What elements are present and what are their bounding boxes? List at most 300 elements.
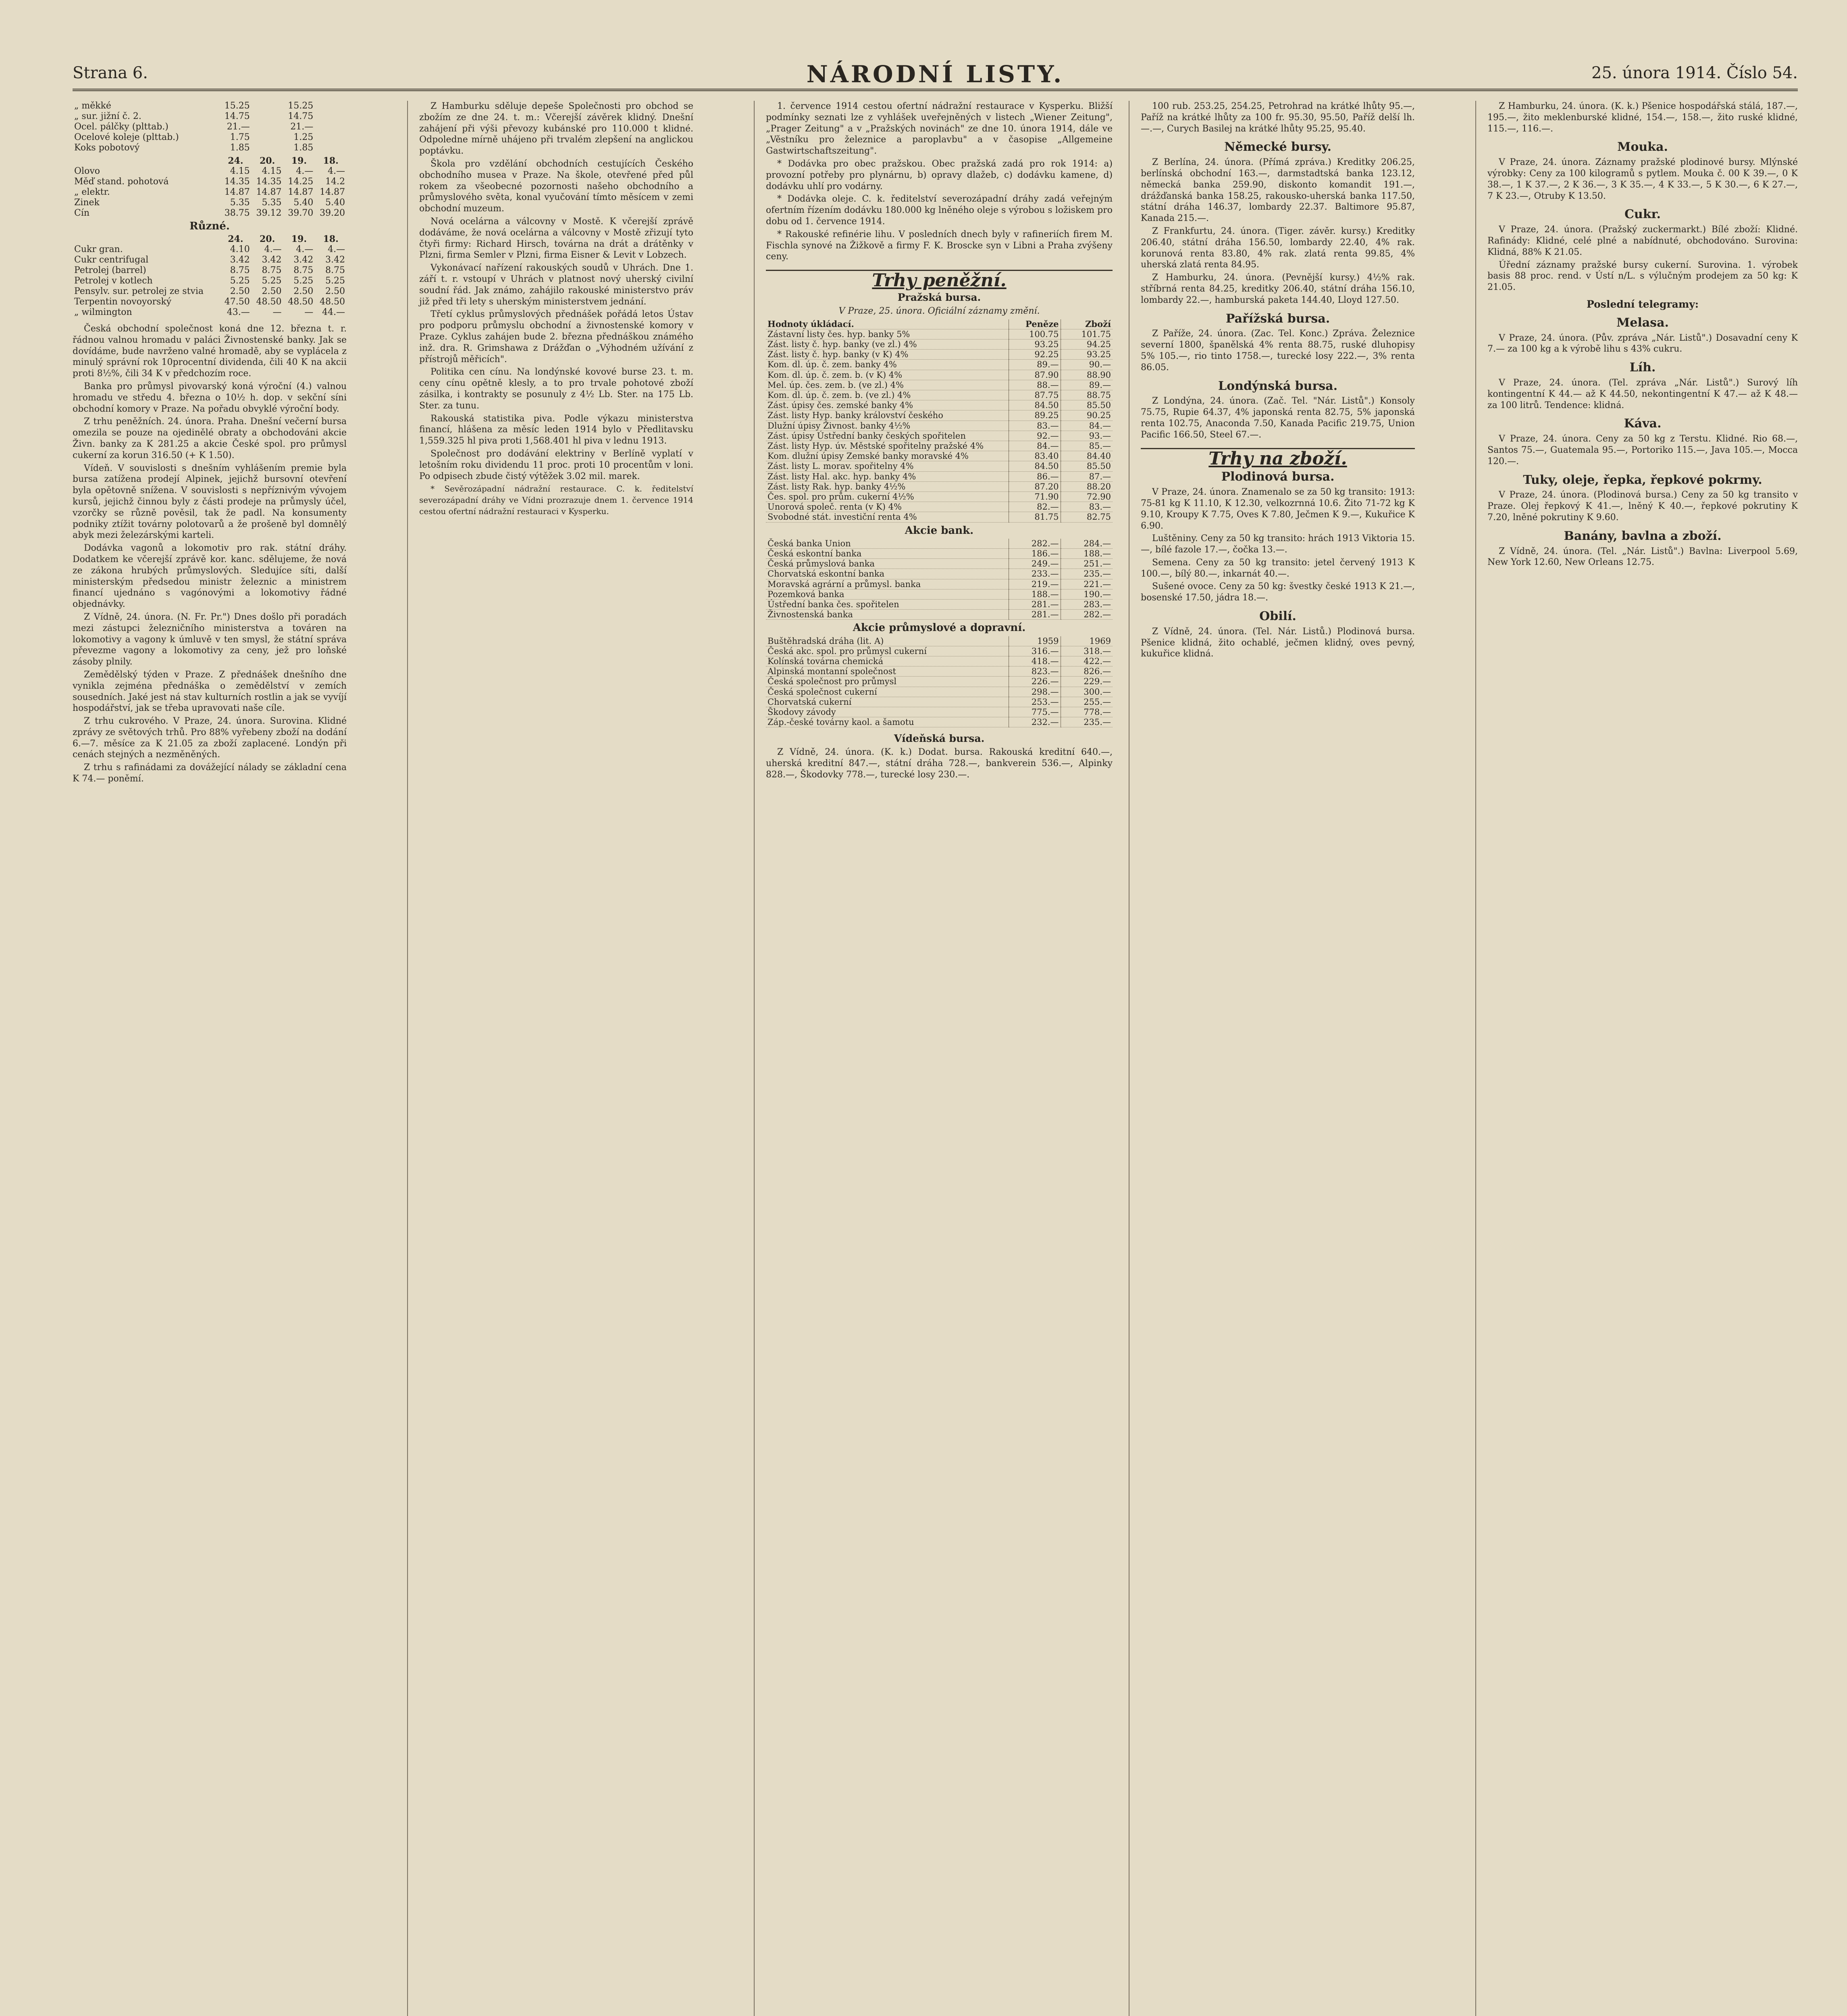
bond-cell: 84.— [1009, 441, 1061, 451]
bond-cell: Česká společnost pro průmysl [766, 677, 1009, 687]
bond-cell: 235.— [1061, 717, 1113, 727]
bond-cell: 83.— [1061, 502, 1113, 512]
dried-fruit-report: Sušené ovoce. Ceny za 50 kg: švestky české 1913 K 21.—, bosenské 17.50, jádra 18.—. [1141, 581, 1415, 603]
metal-row [73, 166, 347, 177]
metal-cell: 18. [323, 234, 339, 244]
seeds-report: Semena. Ceny za 50 kg transito: jetel červený 1913 K 100.—, bílý 80.—, inkarnát 40.—. [1141, 557, 1415, 579]
bond-row [766, 502, 1113, 512]
metal-cell: 20. [259, 234, 275, 244]
molasses-report: V Praze, 24. února. (Pův. zpráva „Nár. Listů".) Dosavadní ceny K 7.— za 100 kg a k výrobě lihu s 43% cukru. [1487, 333, 1798, 354]
bond-cell: 219.— [1009, 579, 1061, 589]
metal-row [73, 101, 347, 111]
metal-cell: Ocelové koleje (plttab.) [74, 132, 179, 142]
metal-row [73, 307, 347, 318]
bond-cell: 232.— [1009, 717, 1061, 727]
article-paragraph: Dodávka vagonů a lokomotiv pro rak. státní dráhy. Dodatkem ke včerejší zprávě kor. kanc. sdělujeme, že nová ze zákona hrubých průmyslových. Sledujíce síti, další ministerským předsedou ministr železnic a ministrem financí ujednáno s vagónovými a lokomotivy řádné objednávky. [73, 543, 347, 610]
bond-cell: 281.— [1009, 600, 1061, 610]
fats-title: Tuky, oleje, řepka, řepkové pokrmy. [1523, 473, 1762, 487]
metal-cell: 15.25 [224, 101, 250, 111]
raw-sugar-report: Úřední záznamy pražské bursy cukerní. Surovina. 1. výrobek basis 88 proc. rend. v Ústí n/L. s výlučným prodejem za 50 kg: K 21.05. [1487, 260, 1798, 293]
metal-cell: 14.2 [325, 177, 345, 187]
metal-cell [315, 122, 347, 132]
bond-cell: 418.— [1009, 656, 1061, 666]
bond-row [766, 717, 1113, 727]
bond-row [766, 539, 1113, 549]
bond-cell: 92.— [1009, 431, 1061, 441]
bond-cell: 318.— [1061, 646, 1113, 656]
legumes-report: Luštěniny. Ceny za 50 kg transito: hrách 1913 Viktoria 15.—, bílé fazole 17.—, čočka 13.—. [1141, 533, 1415, 555]
bond-cell: Ústřední banka čes. spořitelen [766, 600, 1009, 610]
metal-cell [73, 231, 220, 244]
paris-bourse-title: Pařížská bursa. [1225, 311, 1330, 326]
metal-cell: 1.75 [230, 132, 250, 142]
bond-cell: 300.— [1061, 687, 1113, 697]
bond-cell: Chorvatská eskontní banka [766, 569, 1009, 579]
bond-cell: 190.— [1061, 589, 1113, 599]
article-paragraph: Škola pro vzdělání obchodních cestujících Českého obchodního musea v Praze. Na škole, otevřené před půl rokem za všeobecné pozornosti našeho obchodního a průmyslového světa, konal vyučování tímto měsícem v zemi obchodní muzeum. [419, 158, 693, 214]
article-paragraph: Rakouská statistika piva. Podle výkazu ministerstva financí, hlášena za měsíc leden 1914 bylo v Předlitavsku 1,559.325 hl piva proti 1,568.401 hl piva v lednu 1913. [419, 413, 693, 446]
bond-cell: 235.— [1061, 569, 1113, 579]
metal-cell: 5.25 [325, 276, 345, 286]
london-report: Z Londýna, 24. února. (Zač. Tel. "Nár. Listů".) Konsoly 75.75, Rupie 64.37, 4% japonská renta 82.75, 5% japonská renta 102.75, Anaconda 7.50, Kanada Pacific 219.75, Union Pacific 166.50, Steel 67.—. [1141, 396, 1415, 440]
metal-cell: 14.35 [256, 177, 282, 187]
bond-cell: Zást. listy Hal. akc. hyp. banky 4% [766, 471, 1009, 481]
bond-cell: 93.25 [1009, 339, 1061, 349]
berlin-report: Z Berlína, 24. února. (Přímá zpráva.) Kreditky 206.25, berlínská obchodní 163.—, darmstadtská banka 123.12, německá banka 259.90, diskonto komandit 191.—, drážďanská banka 158.25, rakousko-uherská banka 117.50, státní dráha 146.37, lombardy 22.37. Baltimore 95.87, Kanada 215.—. [1141, 157, 1415, 224]
produce-bourse-title: Plodinová bursa. [1221, 470, 1335, 484]
article-paragraph: Politika cen cínu. Na londýnské kovové burse 23. t. m. ceny cínu opětně klesly, a to pro trvale pohotové zboží zásilka, i kontrakty se posunuly z 4½ Lb. Ster. na 175 Lb. Ster. za tunu. [419, 367, 693, 411]
bond-cell: 1959 [1009, 636, 1061, 646]
bond-cell: 88.75 [1061, 390, 1113, 400]
bond-cell: Kom. dl. úp. č. zem. banky 4% [766, 360, 1009, 370]
fats-report: V Praze, 24. února. (Plodinová bursa.) Ceny za 50 kg transito v Praze. Olej řepkový K 41.—, lněný K 40.—, řepkové pokrutiny K 7.20, lněné pokrutiny K 9.60. [1487, 490, 1798, 523]
article-paragraph: Vykonávací nařízení rakouských soudů v Uhrách. Dne 1. září t. r. vstoupí v Uhrách v platnost nový uherský civilní soudní řád. Jak známo, zahájilo rakouské ministerstvo práv již před tři lety s uherským ministerstvem jednání. [419, 263, 693, 307]
frankfurt-report: Z Frankfurtu, 24. února. (Tiger. závěr. kursy.) Kreditky 206.40, státní dráha 156.50, lombardy 22.40, 4% rak. korunová renta 83.80, 4% rak. zlatá renta 99.85, 4% uherská zlatá renta 84.95. [1141, 226, 1415, 270]
metal-cell: 4.— [328, 244, 345, 254]
bond-cell: 89.— [1009, 360, 1061, 370]
bond-cell: 87.90 [1009, 370, 1061, 380]
metal-row [73, 286, 347, 297]
bond-cell: Kom. dlužní úpisy Zemské banky moravské 4% [766, 451, 1009, 461]
article-paragraph: Z trhu s rafinádami za dovážející nálady se základní cena K 74.— poněmí. [73, 762, 347, 784]
bond-row [766, 589, 1113, 599]
bond-row [766, 707, 1113, 717]
bond-cell: 89.25 [1009, 410, 1061, 421]
article-paragraph: Z trhu cukrového. V Praze, 24. února. Surovina. Klidné zprávy ze světových trhů. Pro 88% vyřebeny zboží na dodání 6.—7. měsíce za K 21.05 za zboží zaplacené. Londýn při cenách stejných a nezměněných. [73, 716, 347, 760]
metal-row [73, 255, 347, 265]
metal-cell: Cukr gran. [74, 244, 123, 254]
bond-cell: Zást. listy Hyp. banky království českého [766, 410, 1009, 421]
german-bourses-title: Německé bursy. [1224, 140, 1331, 154]
coffee-title: Káva. [1624, 417, 1662, 431]
metal-cell: Koks pobotový [74, 143, 140, 153]
metal-cell: 21.— [290, 122, 314, 132]
bond-cell: 86.— [1009, 471, 1061, 481]
bond-cell: 298.— [1009, 687, 1061, 697]
metal-cell: 44.— [322, 307, 345, 317]
metal-cell: 4.— [296, 166, 314, 176]
metal-cell: 14.87 [288, 187, 314, 197]
bond-section-title: Akcie bank. [905, 524, 974, 537]
bond-cell: 84.50 [1009, 461, 1061, 471]
metal-row [73, 231, 347, 244]
bond-row [766, 569, 1113, 579]
metal-cell: 14.87 [256, 187, 282, 197]
metal-row [73, 122, 347, 132]
metal-cell: 14.87 [224, 187, 250, 197]
bond-cell: 82.75 [1061, 512, 1113, 522]
bond-cell: 221.— [1061, 579, 1113, 589]
bond-cell: 281.— [1009, 610, 1061, 620]
metal-cell: 5.25 [262, 276, 282, 286]
bond-cell: 90.— [1061, 360, 1113, 370]
bond-cell: 826.— [1061, 666, 1113, 677]
bond-cell: 249.— [1009, 559, 1061, 569]
sugar-title: Cukr. [1624, 207, 1661, 222]
bond-cell: Kom. dl. úp. č. zem. b. (ve zl.) 4% [766, 390, 1009, 400]
metal-cell: 19. [291, 234, 307, 244]
issue-date: 25. února 1914. Číslo 54. [1591, 64, 1798, 82]
metal-cell: 14.75 [288, 111, 314, 121]
bond-cell: 89.— [1061, 380, 1113, 390]
metal-cell: 1.25 [293, 132, 314, 142]
bond-cell: 83.40 [1009, 451, 1061, 461]
metal-cell: 48.50 [288, 297, 314, 307]
bond-cell: 83.— [1009, 421, 1061, 431]
metal-cell: 48.50 [320, 297, 345, 307]
cotton-report: Z Vídně, 24. února. (Tel. „Nár. Listů".) Bavlna: Liverpool 5.69, New York 12.60, New Orleans 12.75. [1487, 546, 1798, 568]
bond-cell: Pozemková banka [766, 589, 1009, 599]
bond-row [766, 339, 1113, 349]
bond-cell: Česká společnost cukerní [766, 687, 1009, 697]
bond-cell: 188.— [1061, 549, 1113, 559]
article-paragraph: Česká obchodní společnost koná dne 12. března t. r. řádnou valnou hromadu v paláci Živnostenské banky. Jak se dovídáme, bude navrženo valné hromadě, aby se vyplácela z minulý správní rok 10procentní dividenda, čili 40 K na akcii proti 8½%, čili 34 K v předchozím roce. [73, 324, 347, 379]
article-paragraph: Z Hamburku, 24. února. (K. k.) Pšenice hospodářská stálá, 187.—, 195.—, žito meklenburské klidné, 154.—, 158.—, žito ruské klidné, 115.—, 116.—. [1487, 101, 1798, 134]
article-paragraph: * Rakouské refinérie lihu. V posledních dnech byly v rafineriích firem M. Fischla synové na Žižkově a firmy F. K. Broscke syn v Libni a Praha zvýšeny ceny. [766, 229, 1113, 262]
produce-report: V Praze, 24. února. Znamenalo se za 50 kg transito: 1913: 75-81 kg K 11.10, K 12.30, velkozrnná 10.6. Žito 71-72 kg K 9.10, Kroupy K 7.75, Oves K 7.80, Ječmen K 9.—, Kukuřice K 6.90. [1141, 487, 1415, 531]
page-header [73, 60, 1798, 91]
metal-cell: 4.— [296, 244, 314, 254]
bond-cell: 90.25 [1061, 410, 1113, 421]
bond-cell: Kom. dl. úp. č. zem. b. (v K) 4% [766, 370, 1009, 380]
metal-cell: 8.75 [325, 265, 345, 275]
metal-cell: 24. [228, 234, 243, 244]
bond-cell: Živnostenská banka [766, 610, 1009, 620]
metal-cell: 4.— [328, 166, 345, 176]
metal-cell: 8.75 [262, 265, 282, 275]
bond-row [766, 451, 1113, 461]
bond-cell: Zást. listy č. hyp. banky (v K) 4% [766, 350, 1009, 360]
metal-cell: 2.50 [293, 286, 314, 296]
bond-cell: 87.75 [1009, 390, 1061, 400]
bond-cell: Zást. listy Rak. hyp. banky 4½% [766, 481, 1009, 492]
metal-cell: 24. [228, 156, 243, 166]
bond-cell: 94.25 [1061, 339, 1113, 349]
bond-row [766, 687, 1113, 697]
metal-row [73, 208, 347, 219]
molasses-title: Melasa. [1616, 315, 1669, 330]
metal-section-title: Různé. [189, 220, 230, 232]
bond-row [766, 579, 1113, 589]
bond-cell: 84.40 [1061, 451, 1113, 461]
prague-bourse-title: Pražská bursa. [897, 291, 981, 303]
metal-cell [252, 132, 283, 143]
metal-cell: 39.20 [320, 208, 345, 218]
bond-row [766, 610, 1113, 620]
london-bourse-title: Londýnská bursa. [1218, 379, 1338, 393]
section-title-goods-markets: Trhy na zboží. [1141, 448, 1415, 464]
metal-cell: 5.35 [230, 198, 250, 208]
metal-cell [315, 132, 347, 143]
metal-cell: 39.70 [288, 208, 314, 218]
bond-cell: Česká akc. spol. pro průmysl cukerní [766, 646, 1009, 656]
metals-table [73, 101, 347, 318]
metal-cell: 4.15 [230, 166, 250, 176]
metal-cell: 3.42 [325, 255, 345, 265]
metal-cell: 4.— [264, 244, 282, 254]
metal-cell: 48.50 [256, 297, 282, 307]
bond-cell: 316.— [1009, 646, 1061, 656]
bond-row [766, 471, 1113, 481]
bond-cell: 93.— [1061, 431, 1113, 441]
metal-cell: 39.12 [256, 208, 282, 218]
article-paragraph: Zemědělský týden v Praze. Z přednášek dnešního dne vynikla zejména přednáška o zemědělství v zemích sousedních. Jaké jest ná stav kulturních rostlin a jak se vyvíjí hospodářství, jak se třeba upravovati naše cíle. [73, 669, 347, 714]
metal-cell: 21.— [227, 122, 250, 132]
bond-cell: Kolínská továrna chemická [766, 656, 1009, 666]
metal-row [73, 187, 347, 198]
metal-row [73, 244, 347, 255]
bond-cell: Svobodné stát. investiční renta 4% [766, 512, 1009, 522]
prague-bourse-sub: V Praze, 25. února. Oficiální záznamy změní. [838, 306, 1040, 316]
metal-cell [315, 143, 347, 153]
spirit-title: Líh. [1629, 360, 1656, 375]
metal-cell: 1.85 [230, 143, 250, 153]
bond-cell: 282.— [1061, 610, 1113, 620]
metal-row [73, 143, 347, 153]
bonds-table [766, 319, 1113, 728]
metal-cell: 1.85 [293, 143, 314, 153]
spirit-report: V Praze, 24. února. (Tel. zpráva „Nár. Listů".) Surový líh kontingentní K 44.— až K 44.50, nekontingentní K 47.— až K 48.— za 100 litrů. Tendence: klidná. [1487, 377, 1798, 410]
bond-cell: Chorvatská cukerní [766, 697, 1009, 707]
metal-cell: Zinek [74, 198, 100, 208]
bond-row [766, 512, 1113, 522]
metal-row [73, 276, 347, 286]
bond-cell: 229.— [1061, 677, 1113, 687]
bond-cell: 85.50 [1061, 400, 1113, 410]
bond-cell: Alpinská montanní společnost [766, 666, 1009, 677]
metal-cell [252, 143, 283, 153]
article-paragraph: Z trhu peněžních. 24. února. Praha. Dnešní večerní bursa omezila se pouze na ojedinělé obraty a obchodováni akcie Živn. banky za K 281.25 a akcie České spol. pro průmysl cukerní za korun 316.50 (+ K 1.50). [73, 417, 347, 460]
metal-cell: — [272, 307, 282, 317]
videnska-text: Z Vídně, 24. února. (K. k.) Dodat. bursa. Rakouská kreditní 640.—, uherská kreditní 847.—, státní dráha 728.—, bankverein 536.—, Alpinky 828.—, Škodovky 778.—, turecké losy 230.—. [766, 747, 1113, 780]
metal-cell: 5.25 [230, 276, 250, 286]
article-paragraph: Společnost pro dodávání elektriny v Berlíně vyplatí v letošním roku dividendu 11 proc. proti 10 procentům v loni. Po odpisech zbude čistý výtěžek 3.02 mil. marek. [419, 448, 693, 481]
bond-row [766, 656, 1113, 666]
bond-cell: 778.— [1061, 707, 1113, 717]
metal-cell: 14.25 [288, 177, 314, 187]
metal-cell: 38.75 [224, 208, 250, 218]
bond-row [766, 410, 1113, 421]
metal-cell: Olovo [74, 166, 100, 176]
flour-title: Mouka. [1617, 140, 1668, 154]
metal-cell: 8.75 [230, 265, 250, 275]
metal-cell [315, 101, 347, 111]
article-paragraph: Nová ocelárna a válcovny v Mostě. K včerejší zprávě dodáváme, že nová ocelárna a válcovny v Mostě zřizují tyto čtyři firmy: Richard Hirsch, továrna na drát a drátěnky v Plzni, firma Semler v Plzni, firma Eisner & Levit v Lobzech. [419, 216, 693, 260]
metal-cell: 3.42 [262, 255, 282, 265]
metal-cell: Pensylv. sur. petrolej ze stvia [74, 286, 204, 296]
metal-cell: 20. [259, 156, 275, 166]
bond-cell: 283.— [1061, 600, 1113, 610]
sugar-report: V Praze, 24. února. (Pražský zuckermarkt.) Bílé zboží: Klidné. Rafinády: Klidné, celé plné a nabídnuté, obchodováno. Surovina: Klidná, 88% K 21.05. [1487, 225, 1798, 257]
column-5 [1487, 101, 1798, 570]
newspaper-title: NÁRODNÍ LISTY. [806, 60, 1064, 88]
bond-cell: 233.— [1009, 569, 1061, 579]
bond-cell: 88.20 [1061, 481, 1113, 492]
bond-row [766, 677, 1113, 687]
bond-cell: Peněze [1009, 319, 1061, 329]
bond-cell: 85.— [1061, 441, 1113, 451]
bond-row [766, 481, 1113, 492]
bond-cell: Zást. listy č. hyp. banky (ve zl.) 4% [766, 339, 1009, 349]
metal-cell: 5.25 [293, 276, 314, 286]
bond-cell: 100.75 [1009, 329, 1061, 339]
bond-cell: 87.20 [1009, 481, 1061, 492]
bond-cell: 88.90 [1061, 370, 1113, 380]
bond-row [766, 646, 1113, 656]
article-paragraph: Z Vídně, 24. února. (N. Fr. Pr.") Dnes došlo při poradách mezi zástupci železničního ministerstva a továren na lokomotivy a vagony k úmluvě v ten smysl, že státní správa převezme vagony a lokomotivy za ceny, jež pro loňské zásoby plnily. [73, 612, 347, 667]
metal-cell: 14.87 [320, 187, 345, 197]
metal-cell: Petrolej (barrel) [74, 265, 146, 275]
metal-cell: 5.40 [325, 198, 345, 208]
bond-cell: 284.— [1061, 539, 1113, 549]
metal-cell: 5.40 [293, 198, 314, 208]
bond-cell: 72.90 [1061, 492, 1113, 502]
bond-cell: Česká eskontní banka [766, 549, 1009, 559]
metal-cell: 4.10 [230, 244, 250, 254]
grain-report: Z Vídně, 24. února. (Tel. Nár. Listů.) Plodinová bursa. Pšenice klidná, žito ochablé, ječmen klidný, oves pevný, kukuřice klidná. [1141, 626, 1415, 659]
metal-cell: — [304, 307, 314, 317]
bond-cell: 84.— [1061, 421, 1113, 431]
metal-cell: 3.42 [230, 255, 250, 265]
bond-cell: Česká průmyslová banka [766, 559, 1009, 569]
bond-cell: 101.75 [1061, 329, 1113, 339]
article-paragraph: * Dodávka pro obec pražskou. Obec pražská zadá pro rok 1914: a) provozní potřeby pro plynárnu, b) opravy dlažeb, c) dodávku kamene, d) dodávku uhlí pro vodárny. [766, 158, 1113, 192]
bond-cell: Dlužní úpisy Živnost. banky 4½% [766, 421, 1009, 431]
metal-cell [315, 111, 347, 122]
bond-cell: 81.75 [1009, 512, 1061, 522]
metal-cell [252, 122, 283, 132]
metal-row [73, 177, 347, 187]
bond-cell: Zást. listy Hyp. úv. Městské spořitelny pražské 4% [766, 441, 1009, 451]
bond-cell: Buštěhradská dráha (lit. A) [766, 636, 1009, 646]
metal-cell: 15.25 [288, 101, 314, 111]
bond-cell: 71.90 [1009, 492, 1061, 502]
metal-row [73, 265, 347, 276]
bond-cell: 253.— [1009, 697, 1061, 707]
bond-cell: 823.— [1009, 666, 1061, 677]
metal-cell: 8.75 [293, 265, 314, 275]
column-4 [1141, 101, 1415, 661]
bond-cell: 282.— [1009, 539, 1061, 549]
column-1 [73, 101, 347, 786]
metal-cell [73, 153, 220, 166]
bond-cell: Unorová společ. renta (v K) 4% [766, 502, 1009, 512]
bond-cell: 93.25 [1061, 350, 1113, 360]
bond-cell: Zást. úpisy Ústřední banky českých spořitelen [766, 431, 1009, 441]
bond-row [766, 421, 1113, 431]
bond-cell: Škodovy závody [766, 707, 1009, 717]
bond-cell: 255.— [1061, 697, 1113, 707]
bond-row [766, 636, 1113, 646]
metal-cell: „ wilmington [74, 307, 132, 317]
metal-cell: „ sur. jižní č. 2. [74, 111, 141, 121]
grain-title: Obilí. [1259, 609, 1296, 624]
metal-row [73, 297, 347, 307]
metal-cell: Měď stand. pohotová [74, 177, 169, 187]
bond-cell: 92.25 [1009, 350, 1061, 360]
metal-cell: 3.42 [293, 255, 314, 265]
bond-row [766, 360, 1113, 370]
article-paragraph: Vídeň. V souvislosti s dnešním vyhlášením premie byla bursa zatížena prodejí Alpinek, jejichž bursovní otevření byla opětovně snížena. V souvislosti s nepříznivým vývojem kursů, jejichž činnou byly z části prodeje na průmysly účel, vzorčky se různě pověsil, tak že padl. Na konsumenty podniky ztížit továrny polotovarů a že prošeně byl domnělý abyk mezi železárskými karteli. [73, 463, 347, 541]
column-divider [1475, 101, 1476, 2016]
bond-row [766, 600, 1113, 610]
bond-row [766, 492, 1113, 502]
article-paragraph: Třetí cyklus průmyslových přednášek pořádá letos Ústav pro podporu průmyslu obchodní a živnostenské komory v Praze. Cyklus zahájen bude 2. března přednáškou známého inž. dra. R. Grimshawa z Drážďan o „Výhodném užívání z přístrojů měřicích". [419, 309, 693, 364]
footnote: * Sevěrozápadní nádražní restaurace. C. k. ředitelství severozápadní dráhy ve Vídni prozrazuje dnem 1. července 1914 cestou ofertní nádražní restauraci v Kysperku. [419, 484, 693, 516]
column-2 [419, 101, 693, 519]
bond-row [766, 350, 1113, 360]
bond-row [766, 380, 1113, 390]
bond-cell: Zástavní listy čes. hyp. banky 5% [766, 329, 1009, 339]
bond-cell: Hodnoty úkládací. [766, 319, 1009, 329]
bond-cell: 88.— [1009, 380, 1061, 390]
metal-cell: 14.35 [224, 177, 250, 187]
metal-row [73, 153, 347, 166]
metal-cell [252, 101, 283, 111]
article-paragraph: Z Hamburku sděluje depeše Společnosti pro obchod se zbožím ze dne 24. t. m.: Včerejší závěrek klidný. Dnešní zahájení při výši převozy kubánské pro 110.000 t klidné. Odpoledne mírně uhájeno při trvalém zlepšení na anglickou poptávku. [419, 101, 693, 156]
metal-cell: 47.50 [224, 297, 250, 307]
bond-row [766, 549, 1113, 559]
bond-cell: 188.— [1009, 589, 1061, 599]
article-paragraph: * Dodávka oleje. C. k. ředitelství severozápadní dráhy zadá veřejným ofertním řízením dodávku 180.000 kg lněného oleje s výrobou s ložiskem pro dobu od 1. července 1914. [766, 194, 1113, 227]
bond-cell: Moravská agrární a průmysl. banka [766, 579, 1009, 589]
paris-report: Z Paříže, 24. února. (Zac. Tel. Konc.) Zpráva. Železnice severní 1800, španělská 4% renta 88.75, ruské dluhopisy 5% 105.—, rio tinto 1758.—, turecké losy 222.—, 3% renta 86.05. [1141, 329, 1415, 373]
bond-cell: 251.— [1061, 559, 1113, 569]
bond-cell: Česká banka Union [766, 539, 1009, 549]
metal-cell: 5.35 [262, 198, 282, 208]
bond-cell: Zást. listy L. morav. spořitelny 4% [766, 461, 1009, 471]
bond-row [766, 400, 1113, 410]
bond-row [766, 431, 1113, 441]
flour-report: V Praze, 24. února. Záznamy pražské plodinové bursy. Mlýnské výrobky: Ceny za 100 kilogramů s pytlem. Mouka č. 00 K 39.—, 0 K 38.—, 1 K 37.—, 2 K 36.—, 3 K 35.—, 4 K 33.—, 5 K 30.—, 6 K 27.—, 7 K 23.—, Otruby K 13.50. [1487, 157, 1798, 201]
article-paragraph: Banka pro průmysl pivovarský koná výroční (4.) valnou hromadu ve středu 4. března o 10½ h. dop. v sekční síni obchodní komory v Praze. Na pořadu obvyklé výroční body. [73, 381, 347, 414]
metal-cell: 4.15 [262, 166, 282, 176]
metal-cell: 2.50 [230, 286, 250, 296]
metal-row [73, 132, 347, 143]
bond-cell: Záp.-české továrny kaol. a šamotu [766, 717, 1009, 727]
metal-cell: 2.50 [262, 286, 282, 296]
metal-cell: 2.50 [325, 286, 345, 296]
metal-cell: 18. [323, 156, 339, 166]
bond-section-title: Akcie průmyslové a dopravní. [853, 622, 1026, 634]
bond-row [766, 559, 1113, 569]
article-paragraph: 100 rub. 253.25, 254.25, Petrohrad na krátké lhůty 95.—, Paříž na krátké lhůty za 100 fr. 95.30, 95.50, Paříž delší lh. —.—, Curych Basilej na krátké lhůty 95.25, 95.40. [1141, 101, 1415, 134]
article-paragraph: 1. července 1914 cestou ofertní nádražní restaurace v Kysperku. Bližší podmínky seznati lze z vyhlášek uveřejněných v listech „Wiener Zeitung", „Prager Zeitung" a v „Pražských novinách" ze dne 10. února 1914, dále ve „Věstníku pro železnice a paroplavbu" a v časopise „Allgemeine Gastwirtschaftszeitung". [766, 101, 1113, 156]
coffee-report: V Praze, 24. února. Ceny za 50 kg z Terstu. Klidné. Rio 68.—, Santos 75.—, Guatemala 95.—, Portoriko 115.—, Java 105.—, Mocca 120.—. [1487, 434, 1798, 467]
telegrams-title: Poslední telegramy: [1586, 298, 1699, 310]
bond-cell: 85.50 [1061, 461, 1113, 471]
metal-cell: „ elektr. [74, 187, 110, 197]
